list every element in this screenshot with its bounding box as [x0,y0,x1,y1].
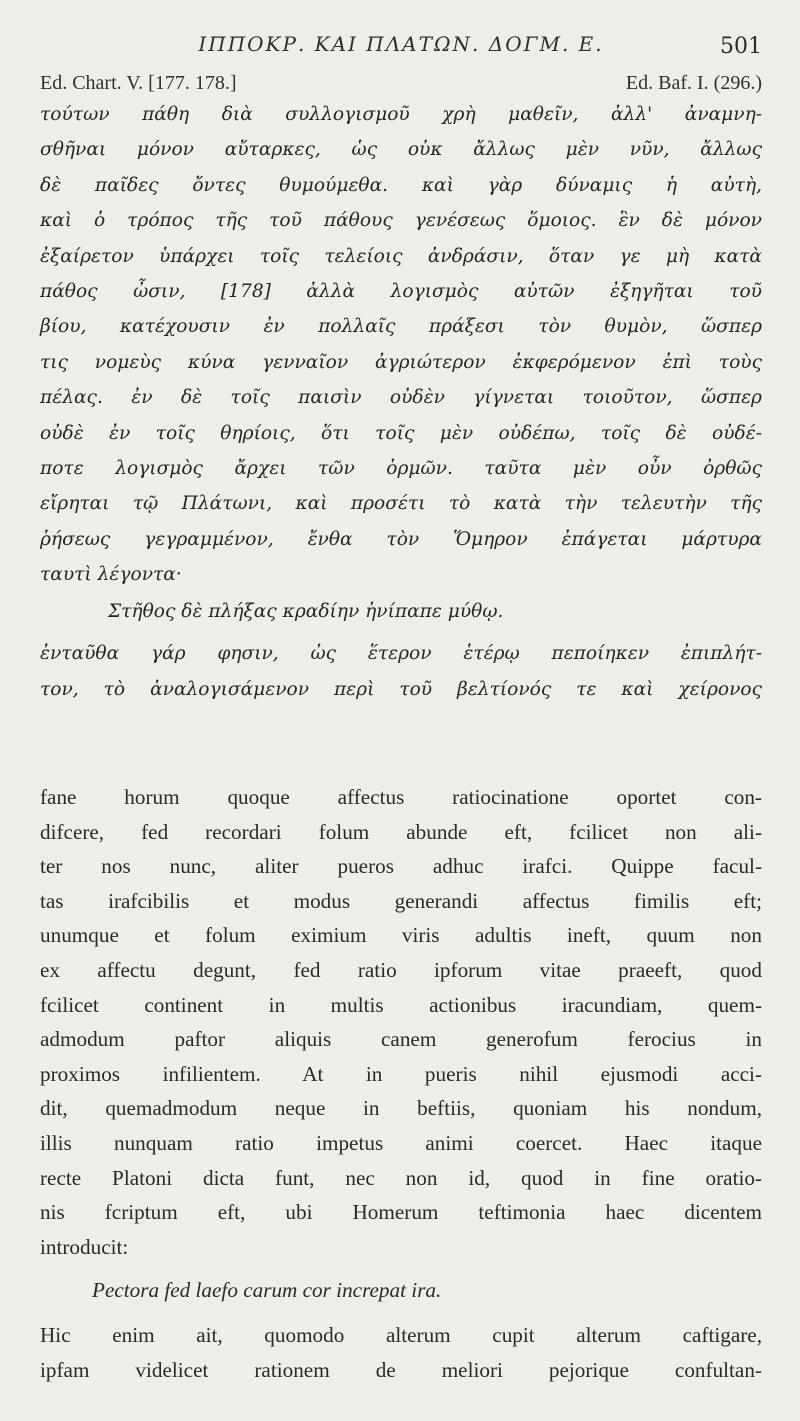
latin-line: unumque et folum eximium viris adultis ineft, quum non [40,923,762,948]
edition-left: Ed. Chart. V. [177. 178.] [40,72,237,94]
latin-line: tas irafcibilis et modus generandi affectus fimilis eft; [40,888,762,913]
latin-line: dit, quemadmodum neque in beftiis, quoniam his nondum, [40,1096,762,1121]
greek-line: καὶ ὁ τρόπος τῆς τοῦ πάθους γενέσεως ὅμοιος. ἓν δὲ μόνον [40,210,762,232]
latin-line: illis nunquam ratio impetus animi coercet. Haec itaque [40,1130,762,1155]
greek-line: τις νομεὺς κύνα γενναῖον ἀγριώτερον ἐκφερόμενον ἐπὶ τοὺς [40,351,762,373]
greek-line: τούτων πάθη διὰ συλλογισμοῦ χρὴ μαθεῖν, ἀλλ' ἀναμνη- [40,104,762,125]
latin-line: introducit: [40,1234,129,1259]
greek-line: ταυτὶ λέγοντα· [40,564,182,586]
greek-line: ποτε λογισμὸς ἄρχει τῶν ὁρμῶν. ταῦτα μὲν οὖν ὀρθῶς [40,457,762,479]
greek-line: πέλας. ἐν δὲ τοῖς παισὶν οὐδὲν γίγνεται τοιοῦτον, ὥσπερ [40,387,762,409]
running-title: ΙΠΠΟΚΡ. ΚΑΙ ΠΛΑΤΩΝ. ΔΟΓΜ. Ε. [198,32,604,56]
latin-line: ex affectu degunt, fed ratio ipforum vitae praeeft, quod [40,957,762,982]
latin-line: Hic enim ait, quomodo alterum cupit alterum caftigare, [40,1323,762,1348]
latin-line: difcere, fed recordari folum abunde eft, fcilicet non ali- [40,819,762,844]
greek-verse-quote: Στῆθος δὲ πλήξας κραδίην ἠνίπαπε μύθῳ. [108,601,504,623]
latin-line: fcilicet continent in multis actionibus iracundiam, quem- [40,992,762,1017]
greek-line: βίου, κατέχουσιν ἐν πολλαῖς πράξεσι τὸν θυμὸν, ὥσπερ [40,316,762,338]
latin-verse-quote: Pectora fed laefo carum cor increpat ira. [92,1278,442,1303]
latin-line: ter nos nunc, aliter pueros adhuc irafci. Quippe facul- [40,854,762,879]
greek-line: ῥήσεως γεγραμμένον, ἔνθα τὸν Ὅμηρον ἐπάγεται μάρτυρα [40,528,762,550]
page-number: 501 [720,34,762,59]
greek-line: οὐδὲ ἐν τοῖς θηρίοις, ὅτι τοῖς μὲν οὐδέπω, τοῖς δὲ οὐδέ- [40,422,762,444]
latin-line: ipfam videlicet rationem de meliori pejorique confultan- [40,1357,762,1382]
greek-line: δὲ παῖδες ὄντες θυμούμεθα. καὶ γὰρ δύναμις ἡ αὐτὴ, [40,174,762,196]
greek-line: ἐξαίρετον ὑπάρχει τοῖς τελείοις ἀνδράσιν, ὅταν γε μὴ κατὰ [40,245,762,267]
latin-line: nis fcriptum eft, ubi Homerum teftimonia haec dicentem [40,1200,762,1225]
latin-line: proximos infilientem. At in pueris nihil ejusmodi acci- [40,1061,762,1086]
greek-line: πάθος ὦσιν, [178] ἀλλὰ λογισμὸς αὐτῶν ἐξηγῆται τοῦ [40,280,762,302]
running-head [40,0,762,59]
latin-line: admodum paftor aliquis canem generofum ferocius in [40,1027,762,1052]
edition-right: Ed. Baf. I. (296.) [625,72,762,94]
greek-line: σθῆναι μόνον αὔταρκες, ὡς οὐκ ἄλλως μὲν νῦν, ἄλλως [40,139,762,161]
latin-line: fane horum quoque affectus ratiocinatione oportet con- [40,785,762,809]
latin-text-block [40,780,762,1388]
greek-line: εἴρηται τῷ Πλάτωνι, καὶ προσέτι τὸ κατὰ τὴν τελευτὴν τῆς [40,493,762,515]
edition-line [40,72,762,95]
greek-line: τον, τὸ ἀναλογισάμενον περὶ τοῦ βελτίονός τε καὶ χείρονος [40,678,762,700]
greek-line: ἐνταῦθα γάρ φησιν, ὡς ἕτερον ἑτέρῳ πεποίηκεν ἐπιπλήτ- [40,643,762,665]
latin-line: recte Platoni dicta funt, nec non id, quod in fine oratio- [40,1165,762,1190]
greek-text-block [40,97,762,707]
